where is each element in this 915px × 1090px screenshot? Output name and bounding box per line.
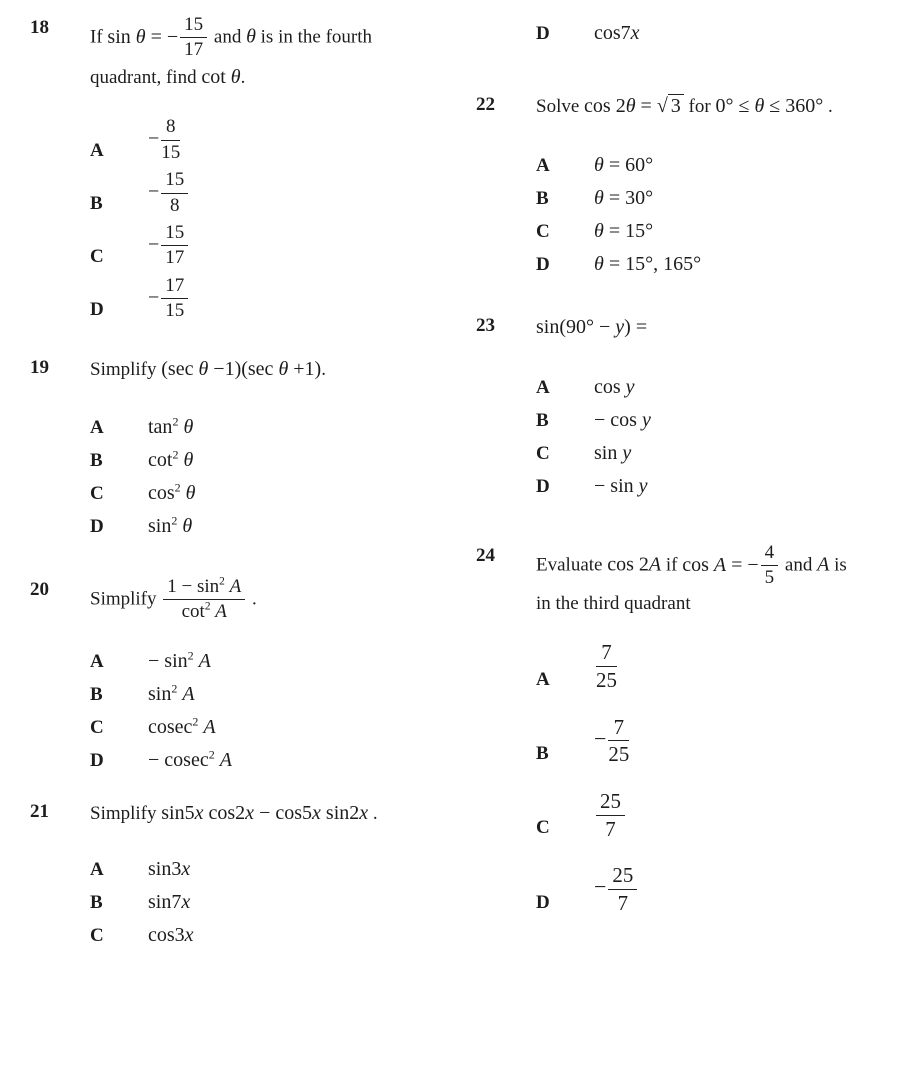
question-body bbox=[90, 798, 456, 956]
question-20 bbox=[30, 576, 468, 780]
option-C bbox=[90, 480, 456, 507]
options-list bbox=[90, 116, 456, 322]
option-B bbox=[90, 681, 456, 708]
options-list bbox=[90, 648, 456, 774]
option-value: $\frac{7}{25}$ bbox=[596, 640, 617, 692]
option-letter: C bbox=[536, 817, 550, 839]
options-list bbox=[536, 20, 907, 47]
options-list bbox=[536, 152, 907, 278]
question-prompt: Simplify (sec θ −1)(sec θ +1). bbox=[90, 357, 326, 380]
option-value: − sin y bbox=[594, 475, 648, 497]
options-list bbox=[90, 856, 456, 949]
option-B bbox=[90, 169, 456, 217]
option-value: − $\sin^2 A$ bbox=[148, 648, 211, 672]
option-letter: B bbox=[90, 683, 103, 705]
option-value: cos3x bbox=[148, 924, 194, 947]
option-D bbox=[536, 473, 907, 500]
option-C bbox=[90, 714, 456, 741]
option-B bbox=[90, 447, 456, 474]
option-letter: B bbox=[90, 450, 103, 472]
option-letter: B bbox=[536, 187, 549, 209]
option-letter: A bbox=[536, 377, 550, 398]
question-number: 20 bbox=[30, 579, 49, 601]
option-value: cos7x bbox=[594, 22, 640, 44]
option-value: θ = 15° bbox=[594, 219, 654, 242]
option-B bbox=[90, 889, 456, 916]
question-19 bbox=[30, 354, 468, 547]
option-B bbox=[536, 715, 907, 767]
question-prompt: If sin θ = − $\frac{15}{17}$ and θ is in the fourth quadrant, find cot θ. bbox=[90, 14, 373, 88]
option-value: $\cos^2 \theta$ bbox=[148, 480, 196, 505]
option-D bbox=[90, 513, 456, 540]
question-number: 24 bbox=[476, 545, 495, 566]
question-body bbox=[90, 354, 456, 547]
option-C bbox=[90, 922, 456, 949]
option-letter: A bbox=[90, 650, 104, 672]
option-letter: B bbox=[536, 742, 549, 764]
question-22 bbox=[476, 91, 907, 284]
question-prompt: Solve cos 2θ = √ 3 for 0° ≤ θ ≤ 360° . bbox=[536, 95, 833, 117]
option-D bbox=[90, 275, 456, 323]
option-letter: C bbox=[536, 443, 550, 464]
option-letter: A bbox=[536, 154, 550, 176]
option-value: $\cot^2 \theta$ bbox=[148, 447, 194, 472]
option-value: θ = 30° bbox=[594, 186, 654, 209]
option-A bbox=[536, 640, 907, 692]
option-letter: A bbox=[90, 140, 104, 162]
option-value: $\tan^2 \theta$ bbox=[148, 414, 194, 439]
option-letter: A bbox=[536, 668, 550, 690]
question-23 bbox=[476, 312, 907, 507]
option-value: cos y bbox=[594, 376, 635, 398]
option-value: $\frac{25}{7}$ bbox=[594, 789, 627, 841]
question-body bbox=[536, 542, 907, 938]
option-letter: D bbox=[536, 23, 550, 44]
option-value: − $\frac{15}{8}$ bbox=[148, 169, 190, 217]
option-letter: D bbox=[90, 749, 104, 771]
option-D bbox=[536, 251, 907, 278]
question-24 bbox=[476, 542, 907, 938]
option-A bbox=[90, 856, 456, 883]
question-number: 18 bbox=[30, 17, 49, 38]
options-list bbox=[90, 414, 456, 540]
question-body bbox=[536, 91, 907, 284]
option-A bbox=[90, 648, 456, 675]
option-value: sin3x bbox=[148, 858, 191, 881]
right-column bbox=[476, 14, 907, 955]
option-value: − $\frac{25}{7}$ bbox=[594, 863, 639, 915]
option-C bbox=[536, 789, 907, 841]
question-number: 23 bbox=[476, 314, 495, 336]
option-value: θ = 60° bbox=[594, 153, 654, 176]
question-number: 22 bbox=[476, 94, 495, 115]
option-letter: C bbox=[536, 220, 550, 242]
option-value: − $\frac{17}{15}$ bbox=[148, 275, 190, 323]
question-number: 21 bbox=[30, 800, 49, 822]
question-number: 19 bbox=[30, 356, 49, 378]
option-C bbox=[90, 222, 456, 270]
option-letter: D bbox=[90, 298, 104, 320]
option-letter: B bbox=[90, 192, 103, 214]
option-letter: C bbox=[90, 925, 104, 947]
option-B bbox=[536, 185, 907, 212]
option-value: − $\frac{8}{15}$ bbox=[148, 116, 181, 163]
option-letter: C bbox=[90, 716, 104, 738]
question-21-continued bbox=[476, 14, 907, 53]
option-letter: D bbox=[536, 253, 550, 275]
option-C bbox=[536, 218, 907, 245]
question-prompt: Evaluate cos 2A if cos A = − $\frac{4}{5}$ and A is in the third quadrant bbox=[536, 542, 847, 614]
question-body bbox=[90, 14, 456, 328]
option-D bbox=[536, 863, 907, 915]
option-value: $\sin^2 \theta$ bbox=[148, 513, 193, 538]
option-letter: A bbox=[90, 859, 104, 881]
option-B bbox=[536, 407, 907, 434]
option-letter: C bbox=[90, 245, 104, 267]
option-letter: D bbox=[536, 476, 550, 497]
option-D bbox=[536, 20, 907, 47]
option-value: θ = 15°, 165° bbox=[594, 252, 702, 275]
question-21 bbox=[30, 798, 468, 956]
option-A bbox=[536, 374, 907, 401]
options-list bbox=[536, 640, 907, 915]
question-prompt: Simplify $\frac{1 - \sin^2 A}{\cot^2 A}$ . bbox=[90, 575, 257, 623]
options-list bbox=[536, 374, 907, 500]
option-value: − cosec$^2$ A bbox=[148, 747, 232, 771]
option-letter: A bbox=[90, 417, 104, 439]
question-body bbox=[536, 312, 907, 507]
question-prompt: Simplify sin5x cos2x − cos5x sin2x . bbox=[90, 801, 378, 824]
option-value: sin y bbox=[594, 442, 632, 464]
option-letter: B bbox=[90, 892, 103, 914]
option-A bbox=[536, 152, 907, 179]
option-value: sin7x bbox=[148, 891, 191, 914]
option-value: cosec$^2$ A bbox=[148, 714, 216, 738]
option-D bbox=[90, 747, 456, 774]
option-value: − $\frac{7}{25}$ bbox=[594, 714, 630, 767]
left-column bbox=[30, 14, 468, 955]
option-value: $\sin^2 A$ bbox=[148, 681, 195, 705]
question-body bbox=[90, 576, 456, 780]
option-value: − cos y bbox=[594, 409, 651, 431]
option-letter: C bbox=[90, 483, 104, 505]
question-body bbox=[536, 14, 907, 53]
option-letter: B bbox=[536, 410, 549, 431]
option-A bbox=[90, 414, 456, 441]
question-prompt: sin(90° − y) = bbox=[536, 315, 648, 338]
question-18 bbox=[30, 14, 468, 328]
question-number-spacer bbox=[476, 14, 536, 53]
option-A bbox=[90, 116, 456, 164]
option-letter: D bbox=[536, 891, 550, 913]
option-value: − $\frac{15}{17}$ bbox=[148, 222, 190, 270]
option-C bbox=[536, 440, 907, 467]
option-letter: D bbox=[90, 516, 104, 538]
